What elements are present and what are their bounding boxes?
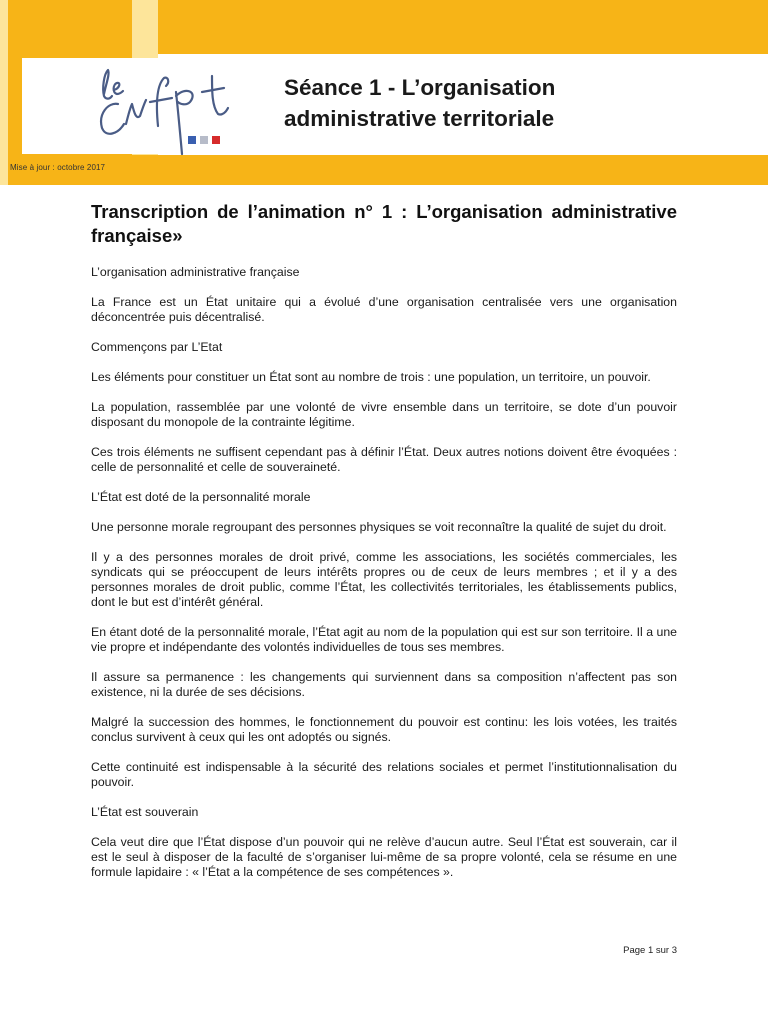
- paragraph: L’organisation administrative française: [91, 265, 300, 279]
- paragraph: Malgré la succession des hommes, le fonctionnement du pouvoir est continu: les lois votées, les traités conclus survivent à ceux qui les ont adoptés ou signés.: [91, 715, 677, 744]
- paragraph: L’État est souverain: [91, 805, 199, 819]
- header-band-top: [158, 0, 768, 54]
- logo-square-blue: [188, 136, 196, 144]
- paragraph: L’État est doté de la personnalité morale: [91, 490, 311, 504]
- document-title-line2: administrative territoriale: [284, 106, 555, 131]
- paragraph: En étant doté de la personnalité morale, l’État agit au nom de la population qui est sur son territoire. Il a une vie propre et indépendante des volontés individuelles de tous ses membres.: [91, 625, 677, 654]
- paragraph: Cette continuité est indispensable à la sécurité des relations sociales et permet l’institutionnalisation du pouvoir.: [91, 760, 677, 789]
- header-band-left: [0, 0, 8, 185]
- paragraph: Il y a des personnes morales de droit privé, comme les associations, les sociétés commerciales, les syndicats qui se préoccupent de leurs intérêts propres ou de ceux de leurs membres ; et il y a des personnes morales de droit public, comme l’État, les collectivités territoriales, les établissements publics, dont le but est d’intérêt général.: [91, 550, 677, 609]
- logo-square-grey: [200, 136, 208, 144]
- section-heading: Transcription de l’animation n° 1 : L’organisation administrative française»: [91, 201, 677, 246]
- paragraph: Commençons par L’Etat: [91, 340, 223, 354]
- document-body: [91, 200, 677, 895]
- header-band-bottom: [8, 155, 768, 185]
- page-number: Page 1 sur 3: [623, 945, 677, 956]
- update-date: Mise à jour : octobre 2017: [10, 163, 106, 172]
- logo-square-red: [212, 136, 220, 144]
- cnfpt-logo: [90, 66, 250, 158]
- document-title: [284, 72, 744, 134]
- paragraph: La population, rassemblée par une volonté de vivre ensemble dans un territoire, se dote d’un pouvoir disposant du monopole de la contrainte légitime.: [91, 400, 677, 429]
- paragraph: Ces trois éléments ne suffisent cependant pas à définir l’État. Deux autres notions doivent être évoquées : celle de personnalité et celle de souveraineté.: [91, 445, 677, 474]
- document-title-line1: Séance 1 - L’organisation: [284, 75, 556, 100]
- paragraph: Les éléments pour constituer un État sont au nombre de trois : une population, un territoire, un pouvoir.: [91, 370, 651, 384]
- paragraph: Cela veut dire que l’État dispose d’un pouvoir qui ne relève d’aucun autre. Seul l’État est souverain, car il est le seul à disposer de la faculté de s’organiser lui-même de sa propre volonté, cela se résume en une formule lapidaire : « l’État a la compétence de ses compétences ».: [91, 835, 677, 879]
- paragraph: La France est un État unitaire qui a évolué d’une organisation centralisée vers une organisation déconcentrée puis décentralisé.: [91, 295, 677, 324]
- paragraph: Il assure sa permanence : les changements qui surviennent dans sa composition n’affectent pas son existence, ni la durée de ses décisions.: [91, 670, 677, 699]
- paragraph: Une personne morale regroupant des personnes physiques se voit reconnaître la qualité de sujet du droit.: [91, 520, 667, 534]
